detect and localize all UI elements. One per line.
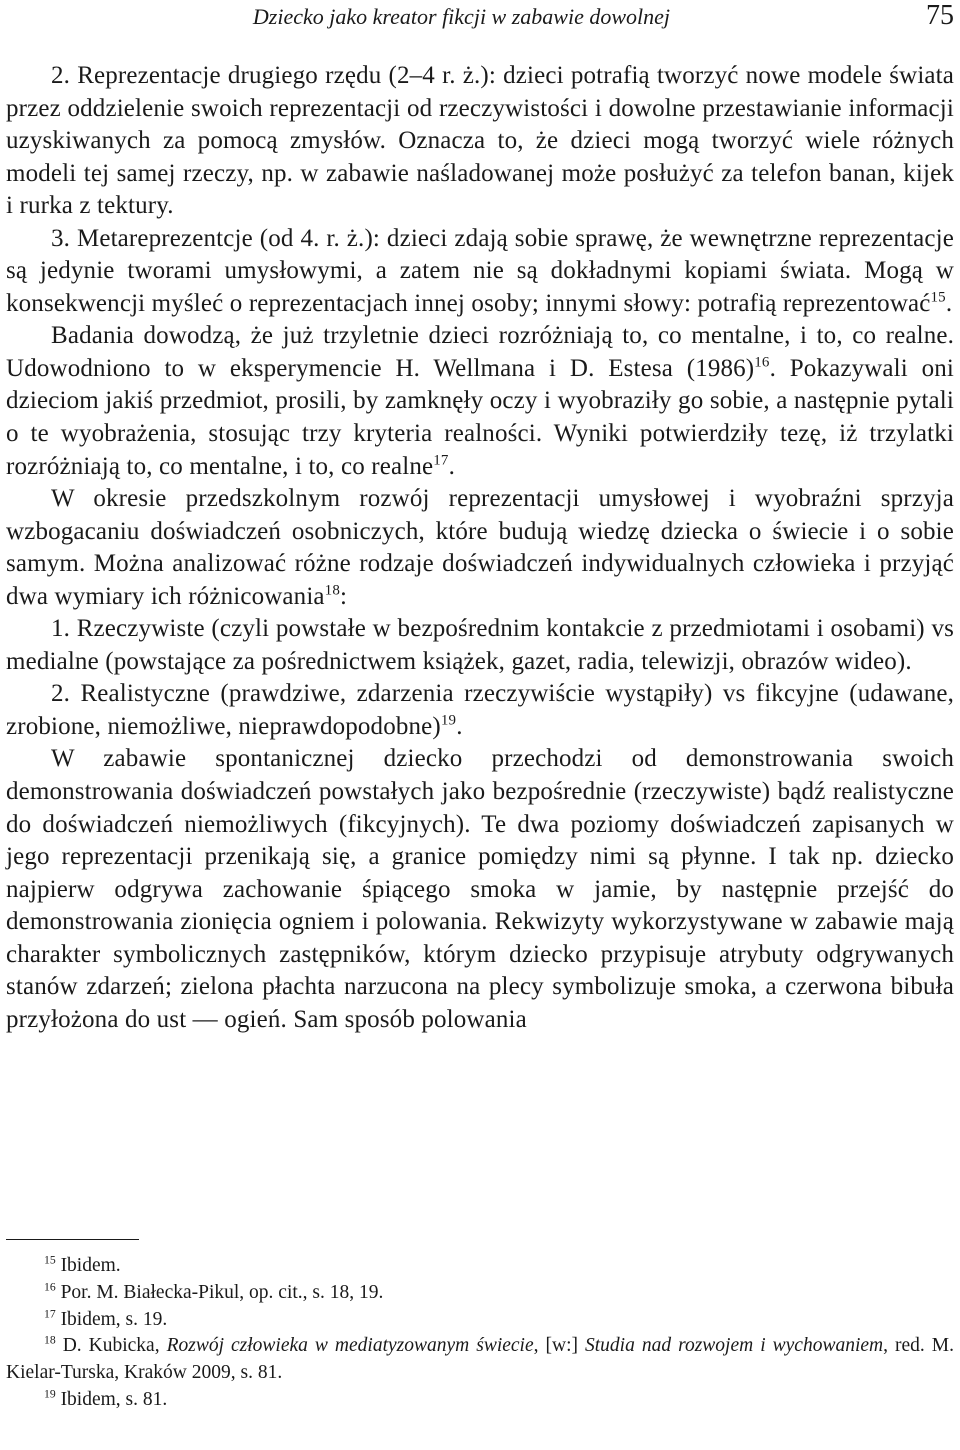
- footnote: $^{15}$ Ibidem.: [44, 1253, 121, 1276]
- running-title: Dziecko jako kreator fikcji w zabawie dowolnej: [252, 4, 670, 29]
- main-text: [6, 60, 954, 1036]
- footnote-ref: 19: [440, 712, 457, 729]
- footnote-ref: 17: [433, 452, 449, 469]
- paragraph: 2. Realistyczne (prawdziwe, zdarzenia rzeczywiście wystąpiły) vs fikcyjne (udawane, zrobione, niemożliwe, nieprawdopodobne)$^{19}$.: [6, 680, 954, 740]
- footnote-ref: 18: [324, 582, 340, 599]
- page-number: 75: [926, 0, 954, 31]
- footnote-separator: [6, 1239, 139, 1240]
- paragraph: W zabawie spontanicznej dziecko przechodzi od demonstrowania swoich demonstrowania doświadczeń powstałych jako bezpośrednie (rzeczywiste) bądź realistyczne do doświadczeń niemożliwych (fikcyjnych). Te dwa poziomy doświadczeń zapisanych w jego reprezentacji przenikają się, a granice pomiędzy nimi są płynne. I tak np. dziecko najpierw odgrywa zachowanie śpiącego smoka w jamie, by następnie przejść do demonstrowania zionięcia ogniem i polowania. Rekwizyty wykorzystywane w zabawie mają charakter symbolicznych zastępników, którym dziecko przypisuje atrybuty odgrywanych stanów zdarzeń; zielona płachta narzucona na plecy symbolizuje smoka, a czerwona bibuła przyłożona do ust — ogień. Sam sposób polowania: [6, 745, 954, 1033]
- paragraph: 3. Metareprezentcje (od 4. r. ż.): dzieci zdają sobie sprawę, że wewnętrzne reprezentacje są jedynie tworami umysłowymi, a zatem nie są dokładnymi kopiami świata. Mogą w konsekwencji myśleć o reprezentacjach innej osoby; innymi słowy: potrafią reprezentować$^{15}$.: [6, 224, 954, 317]
- footnote-ref: 15: [930, 289, 946, 306]
- paragraph: Badania dowodzą, że już trzyletnie dzieci rozróżniają to, co mentalne, i to, co realne. Udowodniono to w eksperymencie H. Wellmana i D. Estesa $(1986)^{16}$. Pokazywali oni dzieciom jakiś przedmiot, prosili, by zamknęły oczy i wyobraziły go sobie, a następnie pytali o te wyobrażenia, stosując trzy kryteria realności. Wyniki potwierdziły tezę, iż trzylatki rozróżniają to, co mentalne, i to, co realne$^{17}$.: [6, 322, 954, 480]
- footnote-ref: 16: [754, 354, 770, 371]
- footnote: $^{18}$ D. Kubicka, Rozwój człowieka w mediatyzowanym świecie, [w:] Studia nad rozwojem i wychowaniem, red. M. Kielar-Turska, Kraków 2009, s. 81.: [6, 1333, 954, 1384]
- footnote: $^{17}$ Ibidem, s. 19.: [44, 1307, 168, 1330]
- footnotes: [6, 1253, 954, 1414]
- paragraph: 2. Reprezentacje drugiego rzędu (2–4 r. ż.): dzieci potrafią tworzyć nowe modele świata przez oddzielenie swoich reprezentacji od rzeczywistości i dowolne przestawianie informacji uzyskiwanych za pomocą zmysłów. Oznacza to, że dzieci mogą tworzyć wiele różnych modeli tej samej rzeczy, np. w zabawie naśladowanej może posłużyć za telefon banan, kijek i rurka z tektury.: [6, 62, 954, 220]
- footnote: $^{19}$ Ibidem, s. 81.: [44, 1387, 168, 1410]
- paragraph: W okresie przedszkolnym rozwój reprezentacji umysłowej i wyobraźni sprzyja wzbogacaniu doświadczeń osobniczych, które budują wiedzę dziecka o świecie i o sobie samym. Można analizować różne rodzaje doświadczeń indywidualnych człowieka i przyjąć dwa wymiary ich różnicowania$^{18}$:: [6, 485, 954, 610]
- footnote: $^{16}$ Por. M. Białecka-Pikul, op. cit., s. 18, 19.: [44, 1280, 384, 1303]
- paragraph: 1. Rzeczywiste (czyli powstałe w bezpośrednim kontakcie z przedmiotami i osobami) vs medialne (powstające za pośrednictwem książek, gazet, radia, telewizji, obrazów wideo).: [6, 615, 954, 675]
- running-header: [0, 0, 960, 40]
